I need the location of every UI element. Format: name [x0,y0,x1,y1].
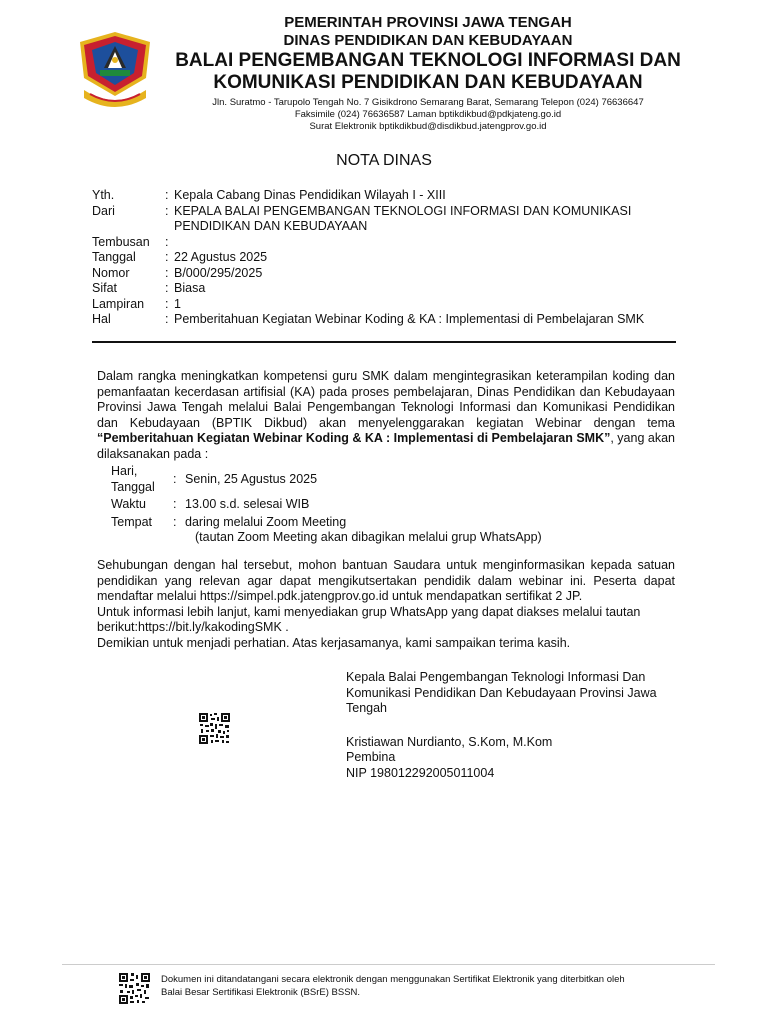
schedule-colon: : [173,497,177,511]
intro-tail: , yang akan dilaksanakan pada : [97,431,675,461]
meta-nature: Biasa [174,281,206,295]
memo-metadata [92,188,652,328]
meta-row-dari [92,204,652,235]
paragraph-request: Sehubungan dengan hal tersebut, mohon bantuan Saudara untuk menginformasikan kepada satuan pendidikan yang relevan agar dapat mengikutsertakan pendidik dalam webinar ini. Peserta dapat mendaftar melalui https://simpel.pdk.jatengprov.go.id untuk mendapatkan sertifikat 2 JP. [97,558,675,603]
footer-line-2: Balai Besar Sertifikasi Elektronik (BSrE) BSSN. [161,987,361,998]
meta-colon: : [165,265,169,280]
meta-colon: : [165,296,169,311]
schedule-colon: : [173,472,177,486]
meta-label: Tanggal [92,250,136,264]
meta-recipient: Kepala Cabang Dinas Pendidikan Wilayah I - XIII [174,188,446,202]
meta-row-lampiran [92,297,652,313]
schedule-label-day: Hari, [111,464,138,478]
meta-row-sifat [92,281,652,297]
meta-colon: : [165,234,169,249]
schedule-place-value [185,515,611,546]
meta-label: Dari [92,203,115,218]
header-institution-line2: KOMUNIKASI PENDIDIKAN DAN KEBUDAYAAN [213,72,643,93]
header-government: PEMERINTAH PROVINSI JAWA TENGAH [284,14,572,31]
paragraph-whatsapp-info: Untuk informasi lebih lanjut, kami menyediakan grup WhatsApp yang dapat diakses melalui tautan berikut:https://bit.ly/kakodingSMK . [97,604,641,634]
event-schedule [111,464,611,548]
signer-position: Kepala Balai Pengembangan Teknologi Informasi Dan Komunikasi Pendidikan Dan Kebudayaan Provinsi Jawa Tengah [346,670,657,715]
meta-colon: : [165,203,169,218]
meta-sender: KEPALA BALAI PENGEMBANGAN TEKNOLOGI INFORMASI DAN KOMUNIKASI PENDIDIKAN DAN KEBUDAYAAN [174,203,632,233]
meta-colon: : [165,281,169,295]
footer-e-signature-note [161,973,701,999]
meta-number: B/000/295/2025 [174,265,263,280]
footer-line-1: Dokumen ini ditandatangani secara elektronik dengan menggunakan Sertifikat Elektronik yang diterbitkan oleh [161,974,625,985]
header-fax-website: Faksimile (024) 76636587 Laman bptikdikbud@pdkjateng.go.id [294,109,562,120]
signature-qr-code-icon [198,712,231,745]
meta-date: 22 Agustus 2025 [174,250,268,264]
meta-label: Hal [92,312,111,326]
meta-label: Yth. [92,188,115,202]
schedule-place-note: (tautan Zoom Meeting akan dibagikan melalui grup WhatsApp) [195,530,542,544]
schedule-row-day [111,464,611,495]
schedule-row-time [111,497,611,513]
schedule-label: Waktu [111,497,146,511]
signer-name: Kristiawan Nurdianto, S.Kom, M.Kom [346,734,553,749]
meta-colon: : [165,188,169,202]
schedule-label-date: Tanggal [111,479,155,494]
header-address: Jln. Suratmo - Tarupolo Tengah No. 7 Gisikdrono Semarang Barat, Semarang Telepon (024) 76636647 [212,97,644,108]
meta-attachment: 1 [174,296,181,311]
schedule-row-place [111,515,611,546]
meta-cc [174,235,652,251]
footer-divider [62,964,715,965]
schedule-label: Tempat [111,514,152,529]
signature-block [346,670,676,781]
meta-subject: Pemberitahuan Kegiatan Webinar Koding & KA : Implementasi di Pembelajaran SMK [174,312,645,326]
meta-colon: : [165,312,169,326]
body-paragraph-intro [97,369,675,462]
intro-text: Dalam rangka meningkatkan kompetensi guru SMK dalam mengintegrasikan keterampilan koding dan pemanfaatan kecerdasan artifisial (KA) pada proses pembelajaran, Dinas Pendidikan dan Kebudayaan Provinsi Jawa Tengah melalui Balai Pengembangan Teknologi Informasi dan Komunikasi Pendidikan dan Kebudayaan (BPTIK Dikbud) akan menyelenggarakan kegiatan Webinar dengan tema [97,369,675,430]
body-paragraphs-closing [97,558,675,651]
webinar-theme: “Pemberitahuan Kegiatan Webinar Koding & KA : Implementasi di Pembelajaran SMK” [97,431,611,445]
separator-rule [92,341,676,343]
header-institution-line1: BALAI PENGEMBANGAN TEKNOLOGI INFORMASI DAN [175,50,681,71]
schedule-day-value: Senin, 25 Agustus 2025 [185,472,318,486]
schedule-time-value: 13.00 s.d. selesai WIB [185,497,310,511]
meta-row-hal [92,312,652,328]
jawa-tengah-emblem-logo [76,30,154,114]
meta-label: Sifat [92,281,118,295]
schedule-place: daring melalui Zoom Meeting [185,514,347,529]
schedule-colon: : [173,514,177,529]
paragraph-closing: Demikian untuk menjadi perhatian. Atas kerjasamanya, kami sampaikan terima kasih. [97,635,571,650]
meta-row-tembusan [92,235,652,251]
signer-nip: NIP 198012292005011004 [346,765,495,780]
meta-label: Lampiran [92,296,145,311]
meta-row-tanggal [92,250,652,266]
meta-label: Nomor [92,265,130,280]
signer-rank: Pembina [346,750,396,764]
meta-colon: : [165,250,169,264]
header-email: Surat Elektronik bptikdikbud@disdikbud.jatengprov.go.id [309,121,547,132]
meta-row-yth [92,188,652,204]
meta-label: Tembusan [92,234,150,249]
document-title: NOTA DINAS [336,152,432,169]
schedule-label [111,464,173,495]
meta-row-nomor [92,266,652,282]
header-department: DINAS PENDIDIKAN DAN KEBUDAYAAN [283,32,573,49]
footer-qr-code-icon [118,972,151,1005]
